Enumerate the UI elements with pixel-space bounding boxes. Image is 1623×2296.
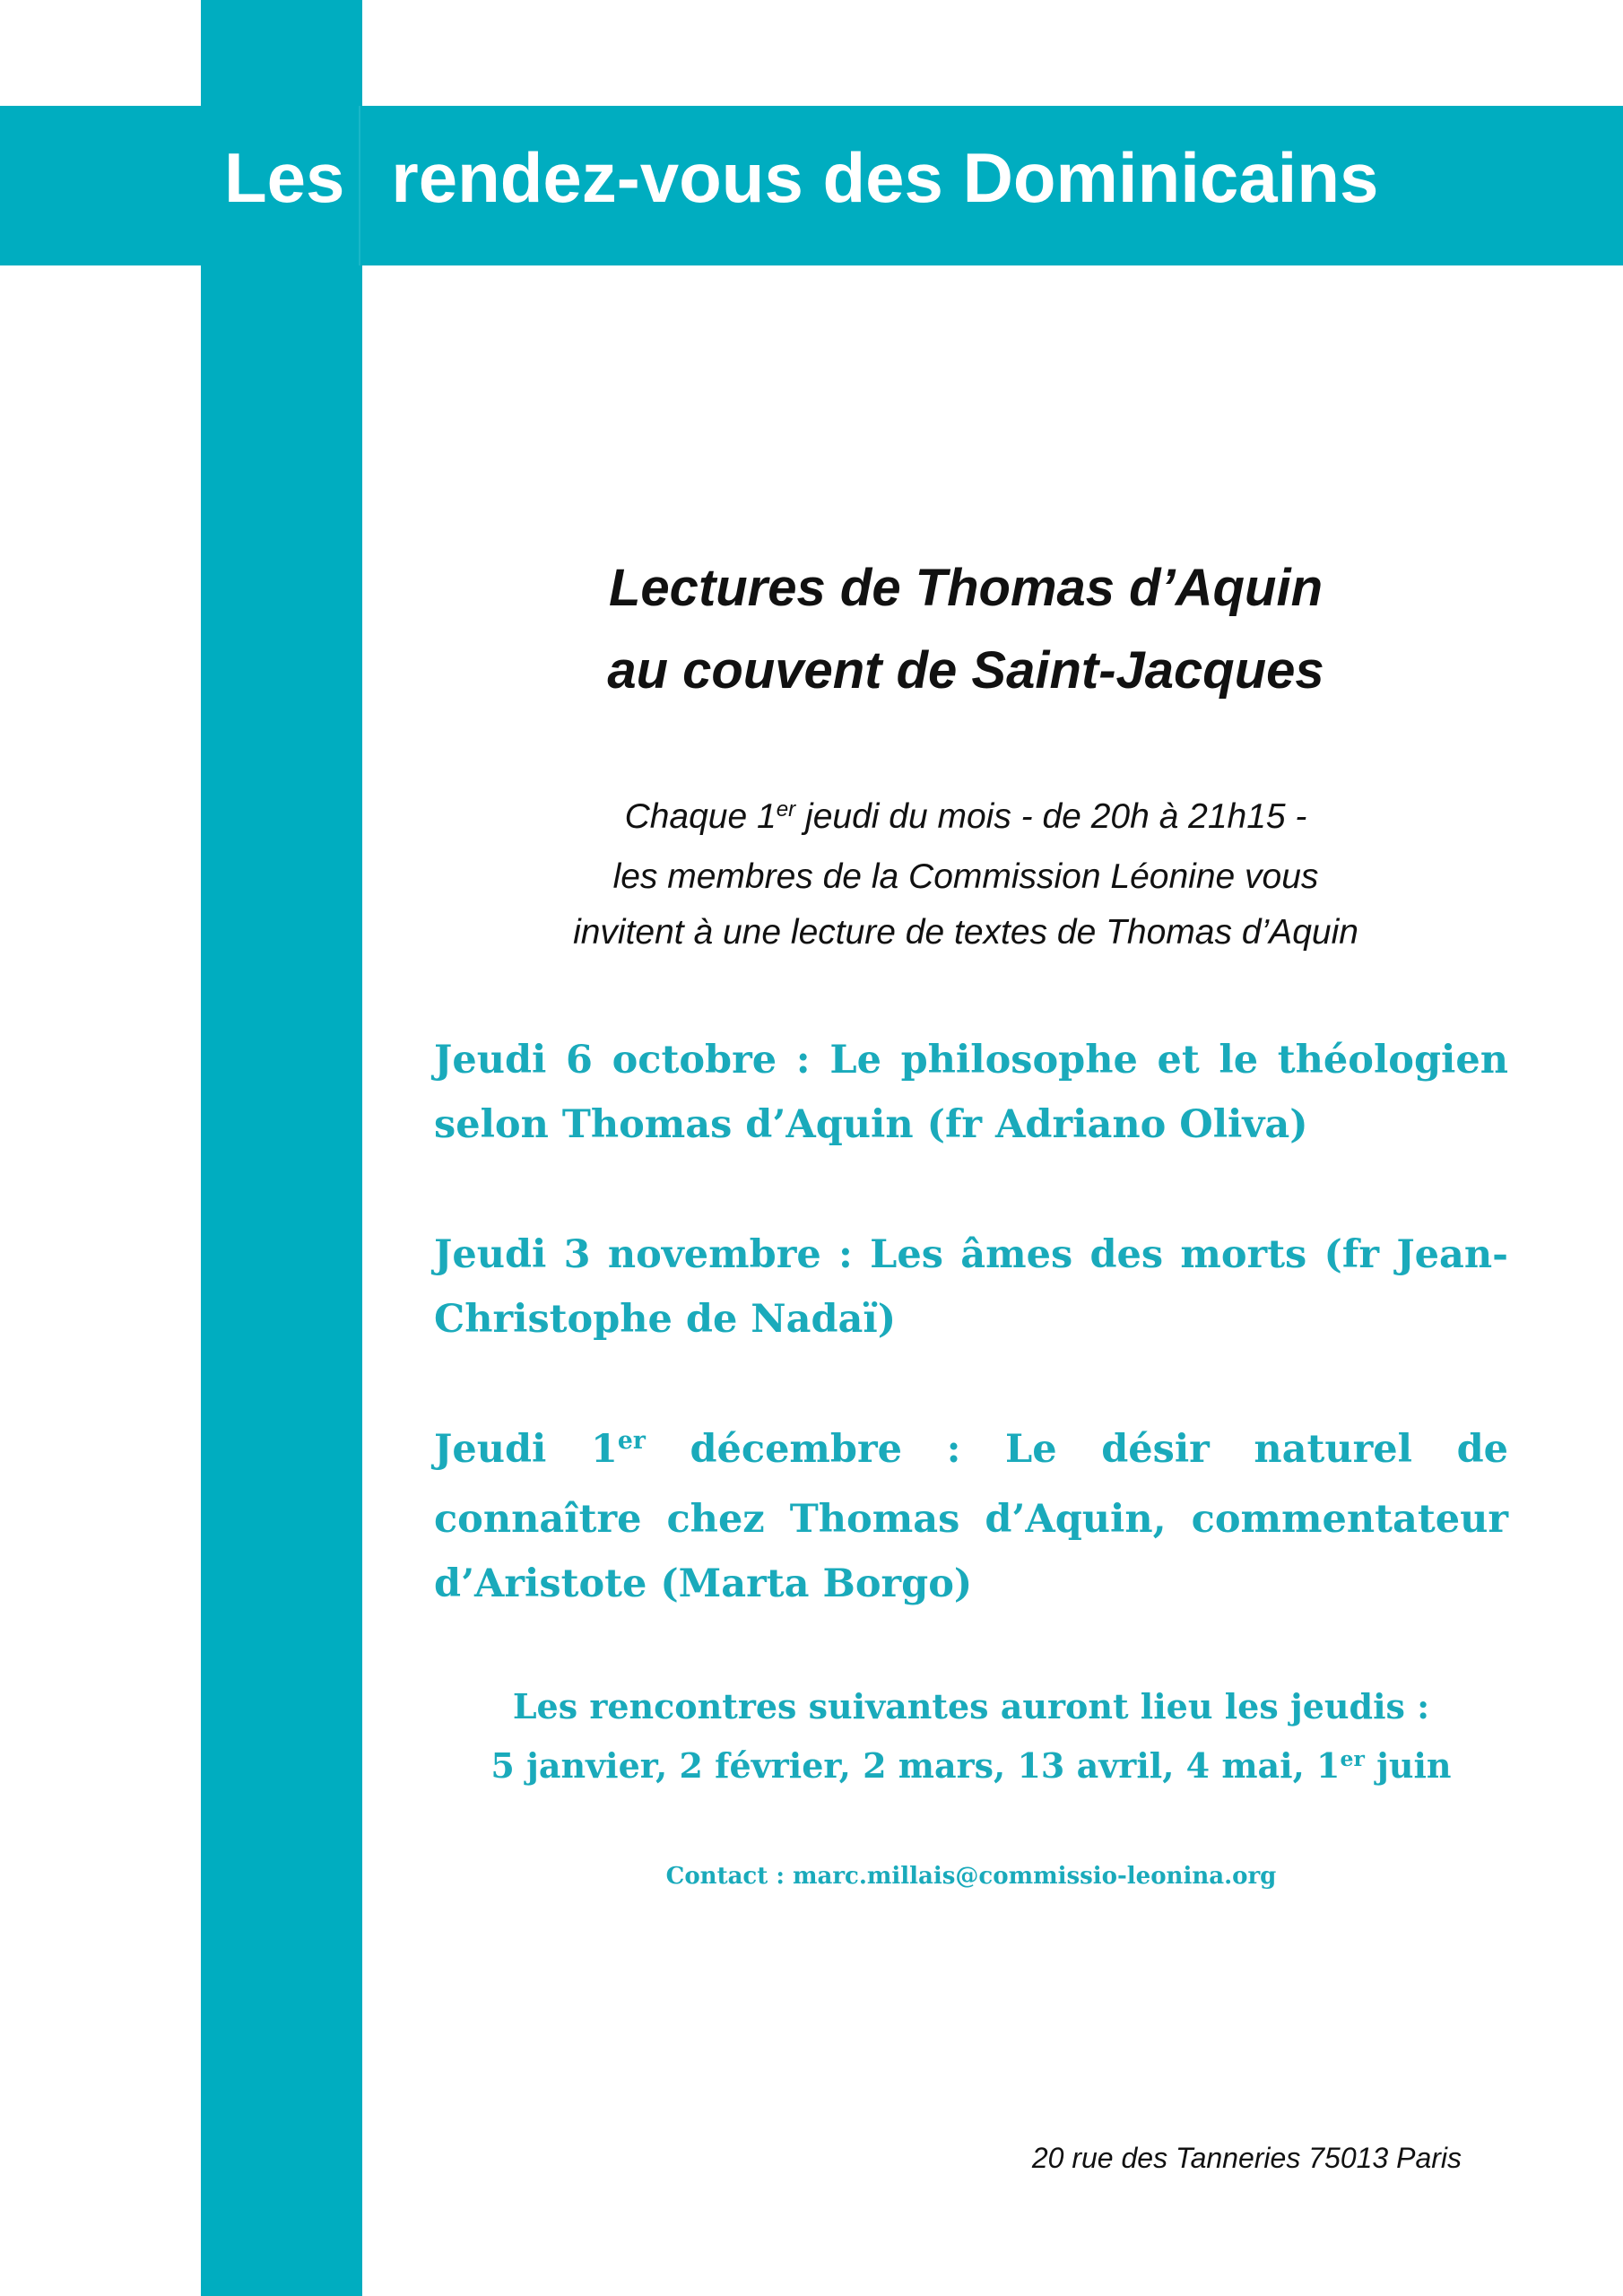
event-date: Jeudi 3 novembre (434, 1232, 821, 1277)
intro-line-1-start: Chaque 1 (624, 797, 777, 836)
subtitle-line-2: au couvent de Saint-Jacques (607, 641, 1324, 700)
next-meetings-dates-end: juin (1364, 1745, 1452, 1786)
next-meetings-dates (434, 1736, 1508, 1800)
subtitle-line-1: Lectures de Thomas d’Aquin (609, 559, 1323, 617)
page-title (224, 124, 1378, 231)
address: 20 rue des Tanneries 75013 Paris (1031, 2142, 1462, 2174)
intro-line-1-end: jeudi du mois - de 20h à 21h15 - (795, 797, 1307, 836)
intro-text (436, 789, 1496, 961)
event-item (434, 1222, 1508, 1352)
event-date: Jeudi 1 (434, 1427, 618, 1472)
event-item (434, 1417, 1508, 1616)
intro-line-3: invitent à une lecture de textes de Thomas d’Aquin (573, 913, 1358, 952)
event-date-month: décembre (645, 1427, 903, 1472)
intro-line-2: les membres de la Commission Léonine vous (612, 857, 1319, 896)
event-date: Jeudi 6 octobre (434, 1038, 777, 1083)
event-description: : Le désir naturel de connaître chez Thomas d’Aquin, commentateur d’Aristote (Marta Borgo) (434, 1427, 1509, 1606)
page-title-first-word: Les (224, 138, 345, 217)
next-meetings (434, 1677, 1508, 1800)
intro-line-1 (436, 789, 1496, 849)
event-date-superscript: er (617, 1427, 646, 1456)
vertical-band (201, 0, 362, 2296)
next-meetings-superscript: er (1340, 1746, 1365, 1772)
intro-line-1-superscript: er (776, 796, 796, 822)
contact-line: Contact : marc.millais@commissio-leonina.org (665, 1863, 1277, 1890)
event-description: : Les âmes des morts (fr Jean-Christophe de Nadaï) (434, 1232, 1508, 1342)
event-description: : Le philosophe et le théologien selon Thomas d’Aquin (fr Adriano Oliva) (434, 1038, 1508, 1147)
next-meetings-heading: Les rencontres suivantes auront lieu les jeudis : (512, 1686, 1430, 1726)
event-item (434, 1028, 1508, 1157)
next-meetings-dates-start: 5 janvier, 2 février, 2 mars, 13 avril, 4 mai, 1 (490, 1745, 1341, 1786)
page-title-rest: rendez-vous des Dominicains (391, 138, 1379, 217)
